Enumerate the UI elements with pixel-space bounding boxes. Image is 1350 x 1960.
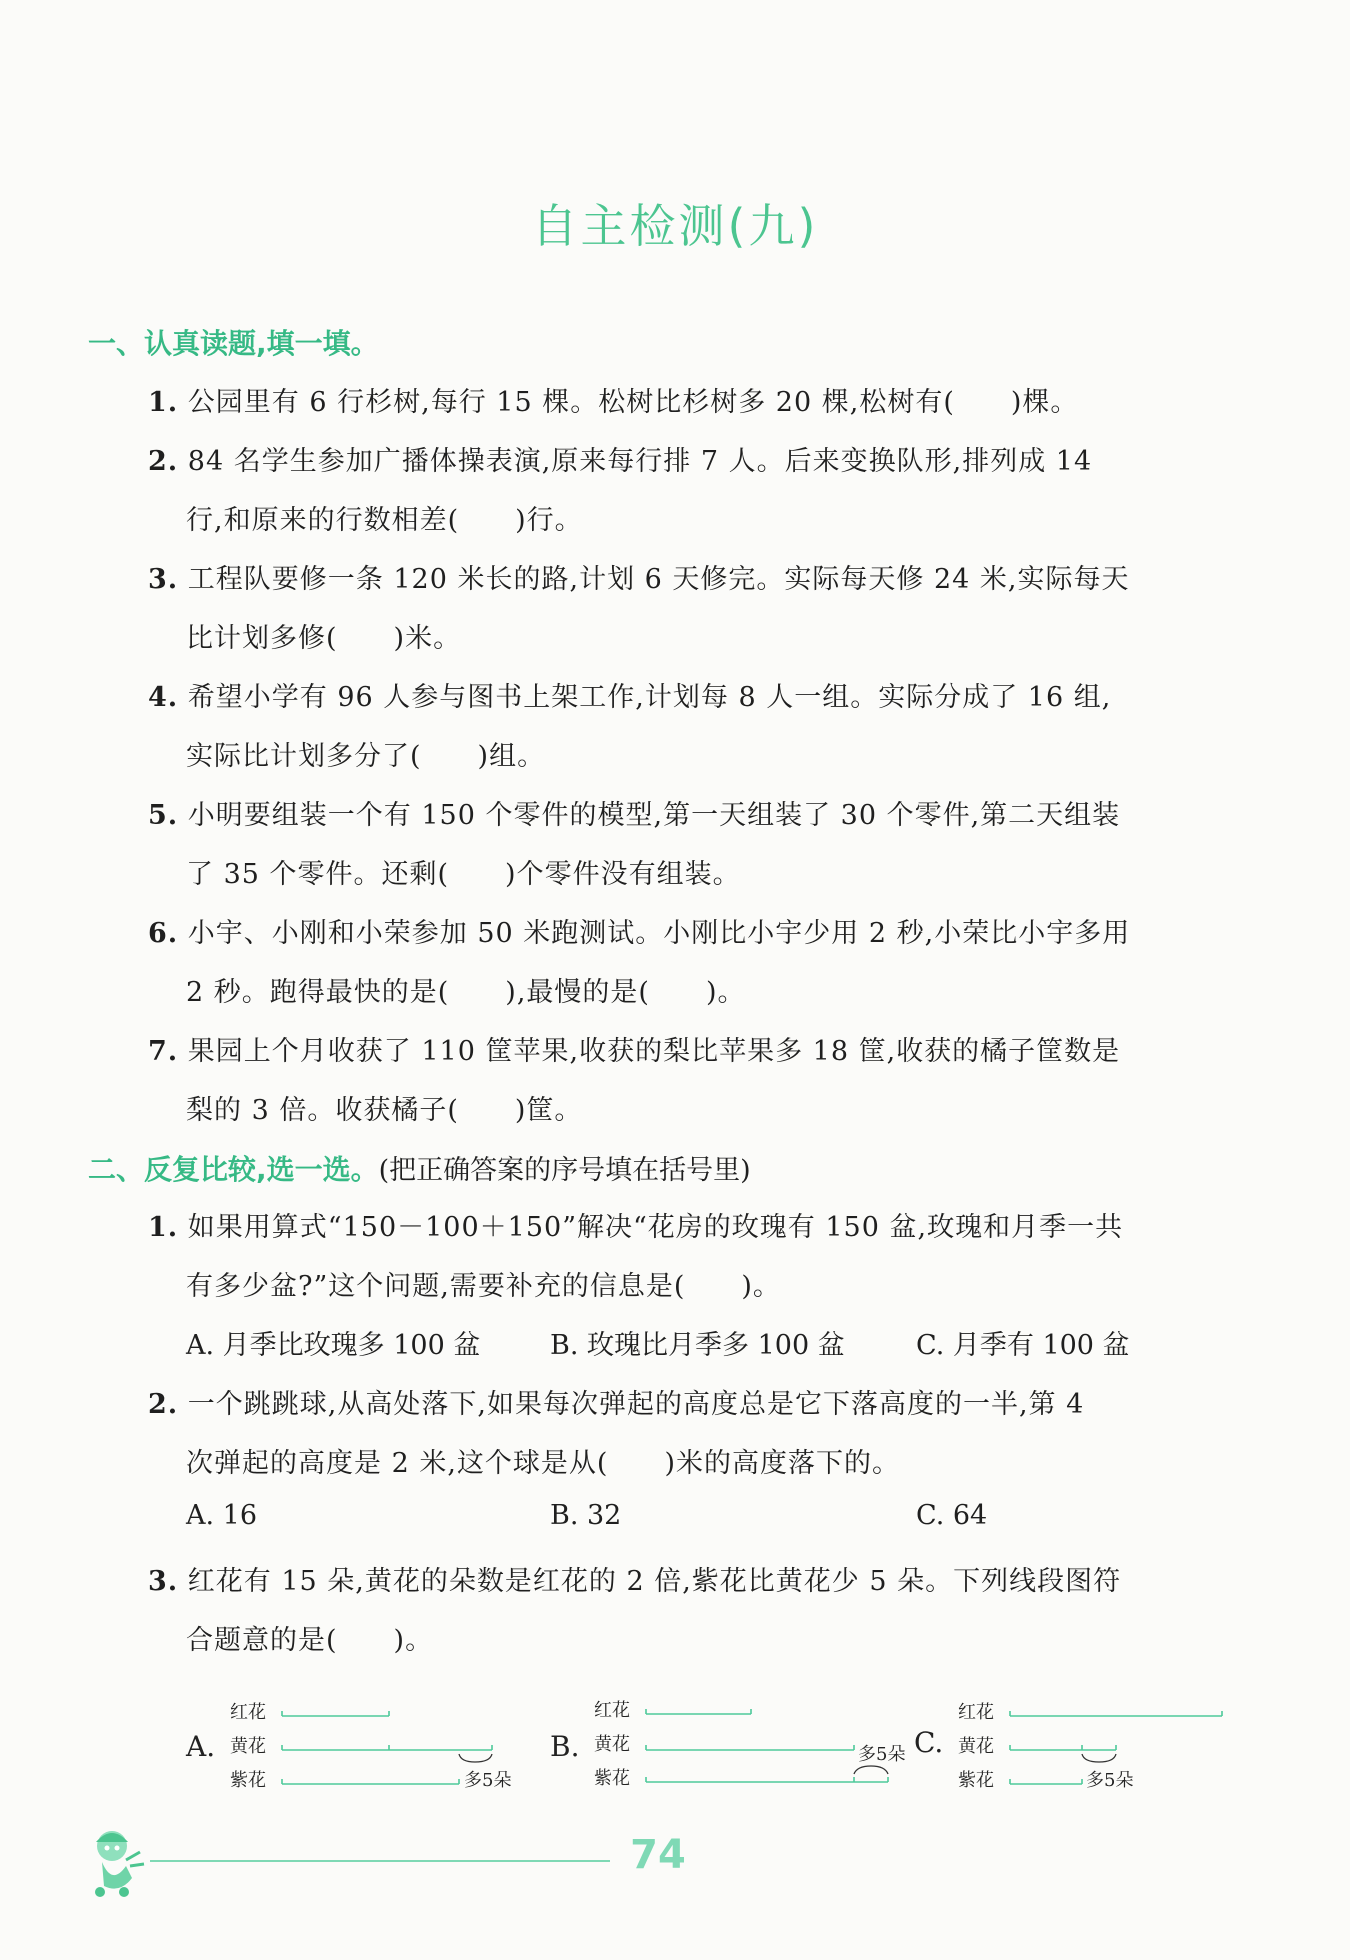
q2-3-line-1	[148, 1559, 1121, 1598]
diagram-c-red-segment	[1010, 1711, 1222, 1716]
diagram-c-label-purple: 紫花	[958, 1770, 994, 1791]
diagram-b-yellow-segment	[646, 1745, 854, 1750]
q1-4-number: 4.	[148, 682, 179, 713]
section-1-heading: 一、认真读题,填一填。	[88, 327, 379, 360]
q2-3-number: 3.	[148, 1566, 179, 1597]
diagram-c-brace-text: 多5朵	[1086, 1770, 1134, 1791]
diagram-b-brace-text: 多5朵	[858, 1744, 906, 1765]
q1-7-line-1	[148, 1029, 1120, 1068]
q1-3-text-1: 工程队要修一条 120 米长的路,计划 6 天修完。实际每天修 24 米,实际每天	[187, 564, 1130, 595]
q2-2-line-1	[148, 1382, 1084, 1421]
diagram-b-letter: B.	[550, 1730, 580, 1763]
diagram-a-yellow-segment	[282, 1745, 492, 1750]
q1-6-text-1: 小宇、小刚和小荣参加 50 米跑测试。小刚比小宇少用 2 秒,小荣比小宇多用	[187, 918, 1131, 949]
segment-diagram-b	[546, 1690, 926, 1804]
q2-1-number: 1.	[148, 1212, 179, 1243]
diagram-c-brace	[1082, 1754, 1116, 1762]
q1-4-line-2: 实际比计划多分了( )组。	[186, 741, 546, 772]
diagram-a-red-segment	[282, 1711, 389, 1716]
q1-7-line-2: 梨的 3 倍。收获橘子( )筐。	[186, 1095, 583, 1126]
page-number: 74	[630, 1832, 686, 1878]
q1-5-line-2: 了 35 个零件。还剩( )个零件没有组装。	[186, 859, 741, 890]
page-title: 自主检测(九)	[531, 199, 819, 253]
diagram-a-brace-text: 多5朵	[464, 1770, 512, 1791]
diagram-c-label-red: 红花	[958, 1702, 994, 1723]
section-2-heading	[88, 1148, 751, 1188]
diagram-a-label-red: 红花	[230, 1702, 266, 1723]
footer-rule-left	[150, 1860, 610, 1862]
q1-3-number: 3.	[148, 564, 179, 595]
q1-2-line-2: 行,和原来的行数相差( )行。	[186, 505, 583, 536]
diagram-c-yellow-segment	[1010, 1745, 1116, 1750]
diagram-b-label-red: 红花	[594, 1700, 630, 1721]
q2-1-option-a: A. 月季比玫瑰多 100 盆	[186, 1330, 481, 1361]
segment-diagram-c	[910, 1690, 1230, 1804]
q1-4-line-1	[148, 675, 1111, 714]
q2-2-option-b: B. 32	[550, 1500, 622, 1531]
section-2-title: 二、反复比较,选一选。	[88, 1153, 379, 1186]
diagram-a-brace	[459, 1754, 492, 1762]
diagram-c-letter: C.	[914, 1726, 944, 1759]
q1-2-number: 2.	[148, 446, 179, 477]
q2-1-option-c: C. 月季有 100 盆	[916, 1330, 1130, 1361]
q1-2-line-1	[148, 439, 1092, 478]
section-2-note: (把正确答案的序号填在括号里)	[378, 1155, 751, 1186]
diagram-b-label-yellow: 黄花	[594, 1734, 630, 1755]
q1-5-line-1	[148, 793, 1120, 832]
q1-7-text-1: 果园上个月收获了 110 筐苹果,收获的梨比苹果多 18 筐,收获的橘子筐数是	[187, 1036, 1121, 1067]
q1-1-text-1: 公园里有 6 行杉树,每行 15 棵。松树比杉树多 20 棵,松树有( )棵。	[187, 387, 1079, 418]
q2-3-line-2: 合题意的是( )。	[186, 1625, 434, 1656]
q2-1-text-1: 如果用算式“150－100＋150”解决“花房的玫瑰有 150 盆,玫瑰和月季一共	[187, 1212, 1124, 1243]
q1-5-number: 5.	[148, 800, 179, 831]
q1-7-number: 7.	[148, 1036, 179, 1067]
q1-1-number: 1.	[148, 387, 179, 418]
q2-1-option-b: B. 玫瑰比月季多 100 盆	[550, 1330, 845, 1361]
diagram-c-purple-segment	[1010, 1779, 1082, 1784]
q2-2-option-a: A. 16	[186, 1500, 258, 1531]
q1-6-number: 6.	[148, 918, 179, 949]
q1-2-text-1: 84 名学生参加广播体操表演,原来每行排 7 人。后来变换队形,排列成 14	[187, 446, 1093, 477]
q2-2-number: 2.	[148, 1389, 179, 1420]
diagram-a-letter: A.	[186, 1730, 216, 1763]
q2-3-text-1: 红花有 15 朵,黄花的朵数是红花的 2 倍,紫花比黄花少 5 朵。下列线段图符	[187, 1566, 1122, 1597]
q1-6-line-1	[148, 911, 1130, 950]
q2-2-line-2: 次弹起的高度是 2 米,这个球是从( )米的高度落下的。	[186, 1448, 900, 1479]
q1-1-line-1	[148, 380, 1078, 419]
q1-3-line-1	[148, 557, 1130, 596]
mascot-icon	[80, 1820, 160, 1904]
q1-3-line-2: 比计划多修( )米。	[186, 623, 462, 654]
q2-2-option-c: C. 64	[916, 1500, 988, 1531]
q2-1-line-2: 有多少盆?”这个问题,需要补充的信息是( )。	[186, 1271, 781, 1302]
segment-diagram-a	[182, 1690, 522, 1804]
q1-4-text-1: 希望小学有 96 人参与图书上架工作,计划每 8 人一组。实际分成了 16 组,	[187, 682, 1112, 713]
diagram-c-label-yellow: 黄花	[958, 1736, 994, 1757]
diagram-b-brace	[854, 1766, 888, 1774]
diagram-b-label-purple: 紫花	[594, 1768, 630, 1789]
diagram-b-red-segment	[646, 1709, 751, 1714]
q2-2-text-1: 一个跳跳球,从高处落下,如果每次弹起的高度总是它下落高度的一半,第 4	[187, 1389, 1085, 1420]
diagram-b-purple-segment	[646, 1777, 888, 1782]
diagram-a-purple-segment	[282, 1779, 459, 1784]
diagram-a-label-purple: 紫花	[230, 1770, 266, 1791]
q2-1-line-1	[148, 1205, 1123, 1244]
q1-6-line-2: 2 秒。跑得最快的是( ),最慢的是( )。	[186, 977, 746, 1008]
diagram-a-label-yellow: 黄花	[230, 1736, 266, 1757]
q1-5-text-1: 小明要组装一个有 150 个零件的模型,第一天组装了 30 个零件,第二天组装	[187, 800, 1121, 831]
